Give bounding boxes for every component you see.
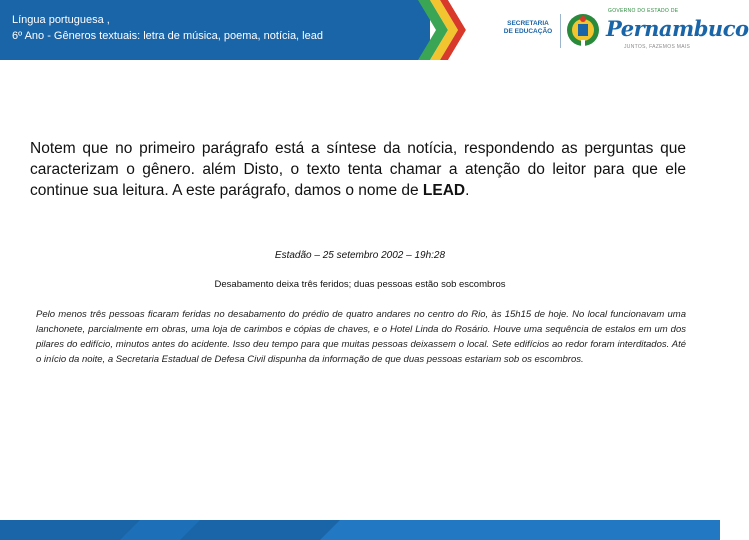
lead-term: LEAD <box>422 181 466 199</box>
lead-explanation <box>30 138 686 201</box>
logo-divider <box>560 14 561 48</box>
pernambuco-slogan: JUNTOS, FAZEMOS MAIS <box>624 44 691 50</box>
lead-explanation-end: . <box>465 181 470 199</box>
news-body: Pelo menos três pessoas ficaram feridas no desabamento do prédio de quatro andares no centro do Rio, às 15h15 de hoje. No local funcionavam uma lanchonete, parcialmente em obras, uma loja de carimbos e cópias de chaves, e o Hotel Linda do Rosário. Houve uma sequência de estalos em um dos pilares do edifício, minutos antes do acidente. Isso deu tempo para que muitas pessoas deixassem o local. Sete edifícios ao redor foram interditados. Até o início da noite, a Secretaria Estadual de Defesa Civil dispunha da informação de que duas pessoas estariam sob os escombros. <box>36 309 686 365</box>
course-title: Língua portuguesa , <box>12 14 110 26</box>
lesson-title: 6º Ano - Gêneros textuais: letra de música, poema, notícia, lead <box>12 30 323 42</box>
state-crest-icon <box>566 10 600 50</box>
chevron-decoration-icon <box>418 0 478 60</box>
news-source: Estadão – 25 setembro 2002 – 19h:28 <box>274 250 446 261</box>
pernambuco-govt-label: GOVERNO DO ESTADO DE <box>608 8 679 14</box>
secretaria-educacao-logo: SECRETARIA DE EDUCAÇÃO <box>503 20 553 35</box>
lead-explanation-text: Notem que no primeiro parágrafo está a síntese da notícia, respondendo as perguntas que caracterizam o gênero. além Disto, o texto tenta chamar a atenção do leitor para que ele continue sua leitura. A este parágrafo, damos o nome de <box>30 139 686 199</box>
pernambuco-logo-text: Pernambuco <box>606 16 749 41</box>
header-title <box>12 12 323 44</box>
footer-stripe-decoration <box>120 520 720 540</box>
news-headline: Desabamento deixa três feridos; duas pessoas estão sob escombros <box>214 279 506 290</box>
government-logos <box>488 6 749 54</box>
